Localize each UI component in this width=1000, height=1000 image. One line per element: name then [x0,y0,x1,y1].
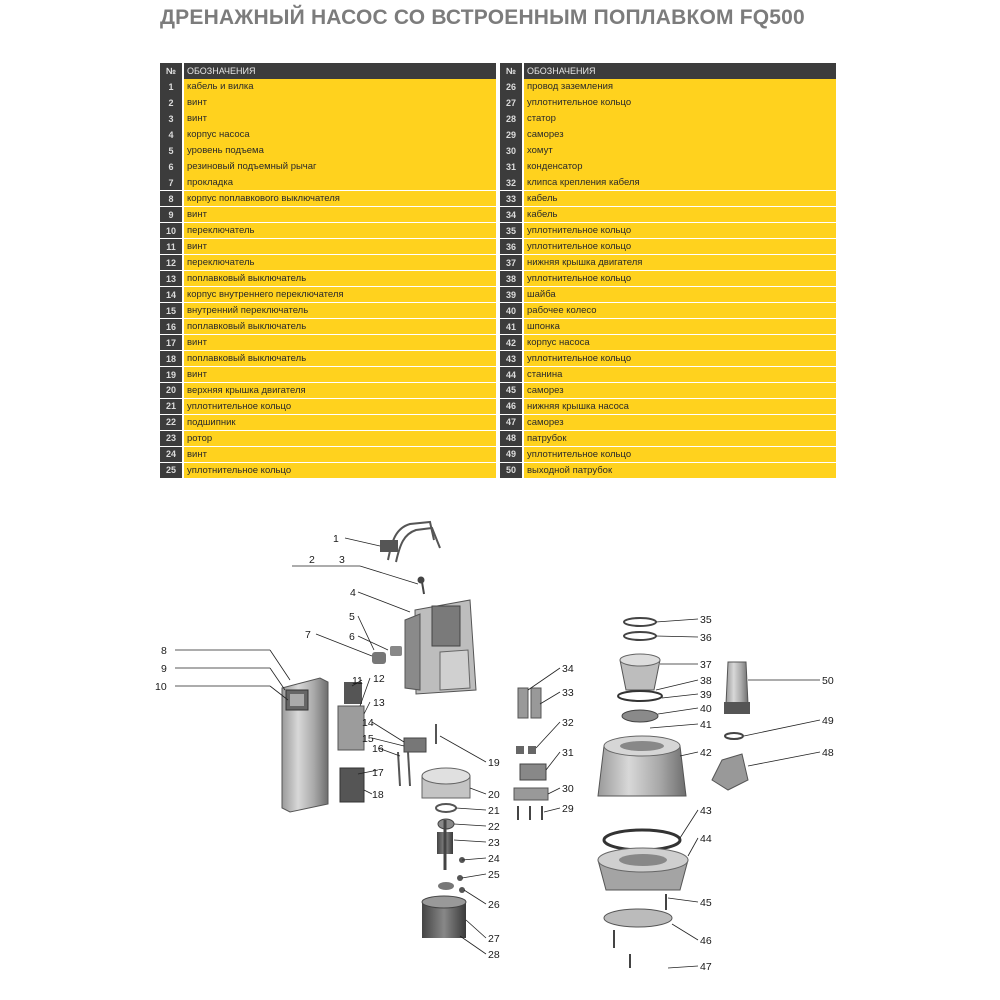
part-number: 9 [160,207,182,223]
callout-36: 36 [700,632,712,644]
part-name: корпус насоса [184,127,496,143]
part-name: переключатель [184,223,496,239]
part-number: 35 [500,223,522,239]
part-name: винт [184,367,496,383]
part-name: выходной патрубок [524,463,836,479]
callout-10: 10 [155,681,167,693]
part-name: поплавковый выключатель [184,351,496,367]
part-name: корпус поплавкового выключателя [184,191,496,207]
part-number: 4 [160,127,182,143]
part-number: 45 [500,383,522,399]
part-name: винт [184,239,496,255]
part-name: уплотнительное кольцо [184,463,496,479]
callout-24: 24 [488,853,500,865]
part-number: 46 [500,399,522,415]
callout-49: 49 [822,715,834,727]
part-name: уплотнительное кольцо [524,95,836,111]
stator-part [422,896,466,938]
callout-6: 6 [349,631,355,643]
part-name: переключатель [184,255,496,271]
callout-19: 19 [488,757,500,769]
part-number: 29 [500,127,522,143]
callout-13: 13 [373,697,385,709]
callout-22: 22 [488,821,500,833]
part-name: кабель и вилка [184,79,496,95]
part-number: 21 [160,399,182,415]
part-number: 40 [500,303,522,319]
part-number: 1 [160,79,182,95]
part-number: 16 [160,319,182,335]
part-number: 2 [160,95,182,111]
part-number: 5 [160,143,182,159]
lever-part [372,646,402,664]
callout-32: 32 [562,717,574,729]
callout-9: 9 [161,663,167,675]
part-name: кабель [524,191,836,207]
part-number: 22 [160,415,182,431]
callout-34: 34 [562,663,574,675]
part-number: 41 [500,319,522,335]
page-title: ДРЕНАЖНЫЙ НАСОС СО ВСТРОЕННЫМ ПОПЛАВКОМ FQ500 [160,6,805,29]
callout-3: 3 [339,554,345,566]
part-name: уплотнительное кольцо [524,239,836,255]
part-name: уплотнительное кольцо [524,223,836,239]
callout-5: 5 [349,611,355,623]
callout-46: 46 [700,935,712,947]
part-number: 38 [500,271,522,287]
part-name: рабочее колесо [524,303,836,319]
callout-12: 12 [373,673,385,685]
part-number: 15 [160,303,182,319]
part-number: 11 [160,239,182,255]
part-name: корпус насоса [524,335,836,351]
header-num: № [500,63,522,79]
callout-50: 50 [822,675,834,687]
part-name: винт [184,207,496,223]
callout-labels [155,533,834,973]
callout-4: 4 [350,587,356,599]
part-name: статор [524,111,836,127]
part-number: 13 [160,271,182,287]
callout-29: 29 [562,803,574,815]
part-number: 26 [500,79,522,95]
part-number: 25 [160,463,182,479]
part-name: нижняя крышка насоса [524,399,836,415]
part-name: хомут [524,143,836,159]
callout-38: 38 [700,675,712,687]
callout-42: 42 [700,747,712,759]
pump-casing-stack [598,618,686,796]
part-name: конденсатор [524,159,836,175]
callout-8: 8 [161,645,167,657]
part-number: 49 [500,447,522,463]
part-name: верхняя крышка двигателя [184,383,496,399]
callout-25: 25 [488,869,500,881]
part-name: саморез [524,415,836,431]
part-number: 20 [160,383,182,399]
part-number: 17 [160,335,182,351]
callout-37: 37 [700,659,712,671]
callout-48: 48 [822,747,834,759]
part-name: уплотнительное кольцо [524,447,836,463]
part-number: 7 [160,175,182,191]
part-number: 37 [500,255,522,271]
part-name: поплавковый выключатель [184,271,496,287]
callout-21: 21 [488,805,500,817]
part-name: провод заземления [524,79,836,95]
part-number: 32 [500,175,522,191]
part-name: прокладка [184,175,496,191]
part-name: винт [184,447,496,463]
float-switch-body-part [282,678,328,812]
part-number: 34 [500,207,522,223]
part-name: шпонка [524,319,836,335]
callout-16: 16 [372,743,384,755]
part-name: уровень подъема [184,143,496,159]
part-name: корпус внутреннего переключателя [184,287,496,303]
cable-and-plug-part [380,522,440,562]
callout-23: 23 [488,837,500,849]
part-name: ротор [184,431,496,447]
part-name: внутренний переключатель [184,303,496,319]
header-name: ОБОЗНАЧЕНИЯ [184,63,496,79]
part-name: шайба [524,287,836,303]
part-number: 19 [160,367,182,383]
pump-housing-part [405,600,476,694]
callout-26: 26 [488,899,500,911]
header-num: № [160,63,182,79]
part-name: уплотнительное кольцо [524,351,836,367]
capacitor-parts [514,688,548,820]
callout-28: 28 [488,949,500,961]
part-number: 36 [500,239,522,255]
part-name: винт [184,111,496,127]
header-name: ОБОЗНАЧЕНИЯ [524,63,836,79]
part-number: 24 [160,447,182,463]
part-name: нижняя крышка двигателя [524,255,836,271]
callout-41: 41 [700,719,712,731]
part-number: 6 [160,159,182,175]
part-number: 44 [500,367,522,383]
screw-part [419,578,425,595]
callout-27: 27 [488,933,500,945]
part-number: 14 [160,287,182,303]
callout-2: 2 [309,554,315,566]
part-name: уплотнительное кольцо [184,399,496,415]
part-number: 3 [160,111,182,127]
part-number: 47 [500,415,522,431]
part-number: 28 [500,111,522,127]
callout-43: 43 [700,805,712,817]
part-number: 48 [500,431,522,447]
part-name: винт [184,335,496,351]
callout-47: 47 [700,961,712,973]
part-number: 18 [160,351,182,367]
callout-1: 1 [333,533,339,545]
part-name: поплавковый выключатель [184,319,496,335]
part-number: 8 [160,191,182,207]
part-name: подшипник [184,415,496,431]
callout-7: 7 [305,629,311,641]
part-name: уплотнительное кольцо [524,271,836,287]
part-number: 39 [500,287,522,303]
part-number: 50 [500,463,522,479]
small-parts [438,857,465,893]
callout-31: 31 [562,747,574,759]
callout-40: 40 [700,703,712,715]
part-number: 10 [160,223,182,239]
callout-30: 30 [562,783,574,795]
part-name: кабель [524,207,836,223]
callout-45: 45 [700,897,712,909]
callout-44: 44 [700,833,712,845]
callout-14: 14 [362,717,374,729]
part-name: саморез [524,383,836,399]
callout-18: 18 [372,789,384,801]
part-number: 23 [160,431,182,447]
part-name: патрубок [524,431,836,447]
part-number: 31 [500,159,522,175]
callout-39: 39 [700,689,712,701]
part-name: станина [524,367,836,383]
part-number: 12 [160,255,182,271]
part-number: 27 [500,95,522,111]
callout-15: 15 [362,733,374,745]
part-number: 43 [500,351,522,367]
part-name: саморез [524,127,836,143]
part-number: 30 [500,143,522,159]
part-number: 33 [500,191,522,207]
callout-35: 35 [700,614,712,626]
part-number: 42 [500,335,522,351]
motor-top-cover-part [422,768,470,798]
part-name: резиновый подъемный рычаг [184,159,496,175]
part-name: клипса крепления кабеля [524,175,836,191]
callout-33: 33 [562,687,574,699]
callout-11: 11 [352,675,363,687]
part-name: винт [184,95,496,111]
callout-17: 17 [372,767,384,779]
callout-20: 20 [488,789,500,801]
outlet-fittings [712,662,750,790]
